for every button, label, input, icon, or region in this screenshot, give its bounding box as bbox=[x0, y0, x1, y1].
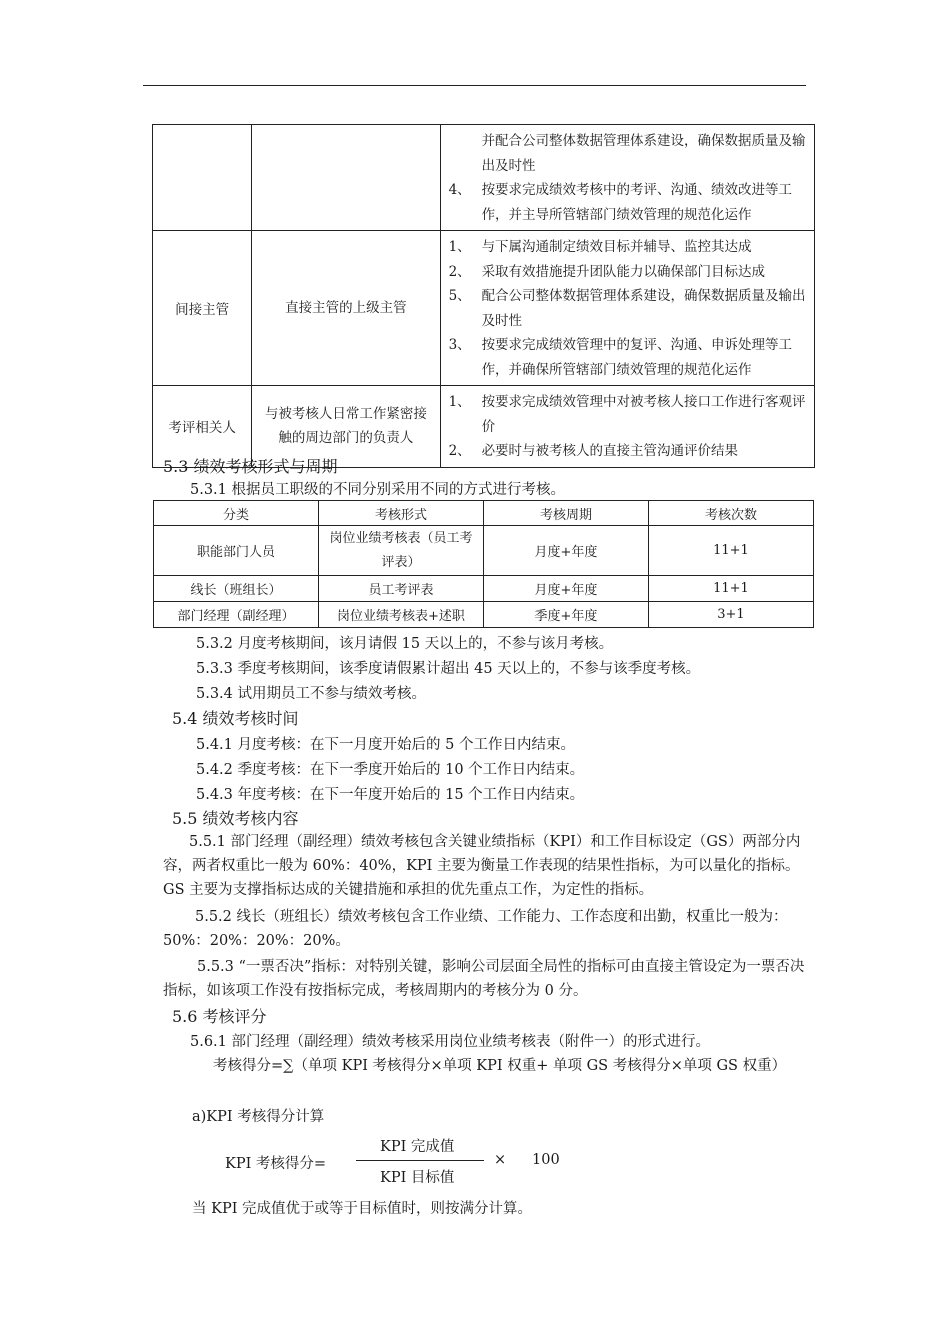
role-desc-cell: 与被考核人日常工作紧密接触的周边部门的负责人 bbox=[252, 386, 440, 468]
kpi-score-label: KPI 考核得分= bbox=[225, 1156, 327, 1172]
table-cell: 3+1 bbox=[648, 602, 813, 628]
column-header: 考核次数 bbox=[648, 501, 813, 526]
kpi-numerator: KPI 完成值 bbox=[380, 1139, 455, 1155]
table-cell: 月度+年度 bbox=[484, 526, 649, 576]
table-cell: 部门经理（副经理） bbox=[154, 602, 319, 628]
duties-cell bbox=[440, 386, 814, 468]
table-cell: 岗位业绩考核表+述职 bbox=[318, 602, 483, 628]
section-heading-5-4: 5.4 绩效考核时间 bbox=[172, 709, 299, 728]
header-rule bbox=[143, 85, 806, 86]
paragraph-5-5-3: 5.5.3 “一票否决”指标：对特别关键，影响公司层面全局性的指标可由直接主管设定为一票否决指标，如该项工作没有按指标完成，考核周期内的考核分为 0 分。 bbox=[163, 959, 805, 999]
kpi-subheading: a)KPI 考核得分计算 bbox=[192, 1109, 325, 1125]
duties-cell bbox=[440, 231, 814, 386]
table-cell: 员工考评表 bbox=[318, 576, 483, 602]
table-row bbox=[153, 231, 815, 386]
kpi-note: 当 KPI 完成值优于或等于目标值时，则按满分计算。 bbox=[192, 1201, 533, 1217]
section-heading-5-5: 5.5 绩效考核内容 bbox=[172, 809, 299, 828]
duties-cell bbox=[440, 125, 814, 231]
list-item: 2、 采取有效措施提升团队能力以确保部门目标达成 bbox=[448, 263, 766, 280]
column-header: 分类 bbox=[154, 501, 319, 526]
table-cell: 线长（班组长） bbox=[154, 576, 319, 602]
role-cell: 间接主管 bbox=[153, 231, 252, 386]
score-formula: 考核得分=∑（单项 KPI 考核得分×单项 KPI 权重+ 单项 GS 考核得分×单项 GS 权重） bbox=[213, 1058, 787, 1074]
section-heading-5-3: 5.3 绩效考核形式与周期 bbox=[163, 457, 338, 476]
list-item: 4、 按要求完成绩效考核中的考评、沟通、绩效改进等工作，并主导所管辖部门绩效管理的规范化运作 bbox=[448, 182, 793, 223]
list-item: 并配合公司整体数据管理体系建设，确保数据质量及输出及时性 bbox=[481, 133, 806, 174]
fraction-line bbox=[356, 1160, 484, 1161]
paragraph-5-5-1: 5.5.1 部门经理（副经理）绩效考核包含关键业绩指标（KPI）和工作目标设定（GS）两部分内容，两者权重比一般为 60%：40%，KPI 主要为衡量工作表现的结果性指标，为可以量化的指标。GS 主要为支撑指标达成的关键措施和承担的优先重点工作，为定性的指标。 bbox=[163, 834, 801, 898]
paragraph-5-3-1: 5.3.1 根据员工职级的不同分别采用不同的方式进行考核。 bbox=[190, 482, 566, 498]
paragraph-5-4-2: 5.4.2 季度考核：在下一季度开始后的 10 个工作日内结束。 bbox=[196, 762, 585, 778]
role-cell bbox=[153, 125, 252, 231]
role-desc-cell: 直接主管的上级主管 bbox=[252, 231, 440, 386]
paragraph-5-3-2: 5.3.2 月度考核期间，该月请假 15 天以上的，不参与该月考核。 bbox=[196, 636, 614, 652]
paragraph-5-5-2: 5.5.2 线长（班组长）绩效考核包含工作业绩、工作能力、工作态度和出勤，权重比一般为：50%：20%：20%：20%。 bbox=[163, 909, 788, 949]
table-row bbox=[153, 125, 815, 231]
paragraph-5-4-1: 5.4.1 月度考核：在下一月度开始后的 5 个工作日内结束。 bbox=[196, 737, 575, 753]
list-item: 5、 配合公司整体数据管理体系建设，确保数据质量及输出及时性 bbox=[448, 288, 806, 329]
multiply-sign: × bbox=[494, 1152, 507, 1168]
table-cell: 季度+年度 bbox=[484, 602, 649, 628]
table-cell: 月度+年度 bbox=[484, 576, 649, 602]
paragraph-5-6-1: 5.6.1 部门经理（副经理）绩效考核采用岗位业绩考核表（附件一）的形式进行。 bbox=[190, 1034, 711, 1050]
assessment-form-table bbox=[153, 500, 814, 628]
role-desc-cell bbox=[252, 125, 440, 231]
paragraph-5-3-4: 5.3.4 试用期员工不参与绩效考核。 bbox=[196, 686, 427, 702]
role-cell: 考评相关人 bbox=[153, 386, 252, 468]
section-heading-5-6: 5.6 考核评分 bbox=[172, 1007, 267, 1026]
table-cell: 11+1 bbox=[648, 526, 813, 576]
list-item: 1、 按要求完成绩效管理中对被考核人接口工作进行客观评价 bbox=[448, 394, 806, 435]
paragraph-5-4-3: 5.4.3 年度考核：在下一年度开始后的 15 个工作日内结束。 bbox=[196, 787, 585, 803]
hundred-value: 100 bbox=[532, 1152, 560, 1168]
column-header: 考核周期 bbox=[484, 501, 649, 526]
list-item: 1、 与下属沟通制定绩效目标并辅导、监控其达成 bbox=[448, 239, 752, 255]
paragraph-5-3-3: 5.3.3 季度考核期间，该季度请假累计超出 45 天以上的，不参与该季度考核。 bbox=[196, 661, 701, 677]
table-row bbox=[154, 576, 814, 602]
table-row bbox=[154, 526, 814, 576]
table-cell: 职能部门人员 bbox=[154, 526, 319, 576]
table-header-row bbox=[154, 501, 814, 526]
kpi-denominator: KPI 目标值 bbox=[380, 1170, 455, 1186]
table-cell: 11+1 bbox=[648, 576, 813, 602]
table-row bbox=[154, 602, 814, 628]
list-item: 3、 按要求完成绩效管理中的复评、沟通、申诉处理等工作，并确保所管辖部门绩效管理的规范化运作 bbox=[448, 337, 793, 378]
table-cell: 岗位业绩考核表（员工考评表） bbox=[318, 526, 483, 576]
list-item: 2、 必要时与被考核人的直接主管沟通评价结果 bbox=[448, 443, 739, 459]
column-header: 考核形式 bbox=[318, 501, 483, 526]
responsibility-table bbox=[152, 124, 815, 468]
